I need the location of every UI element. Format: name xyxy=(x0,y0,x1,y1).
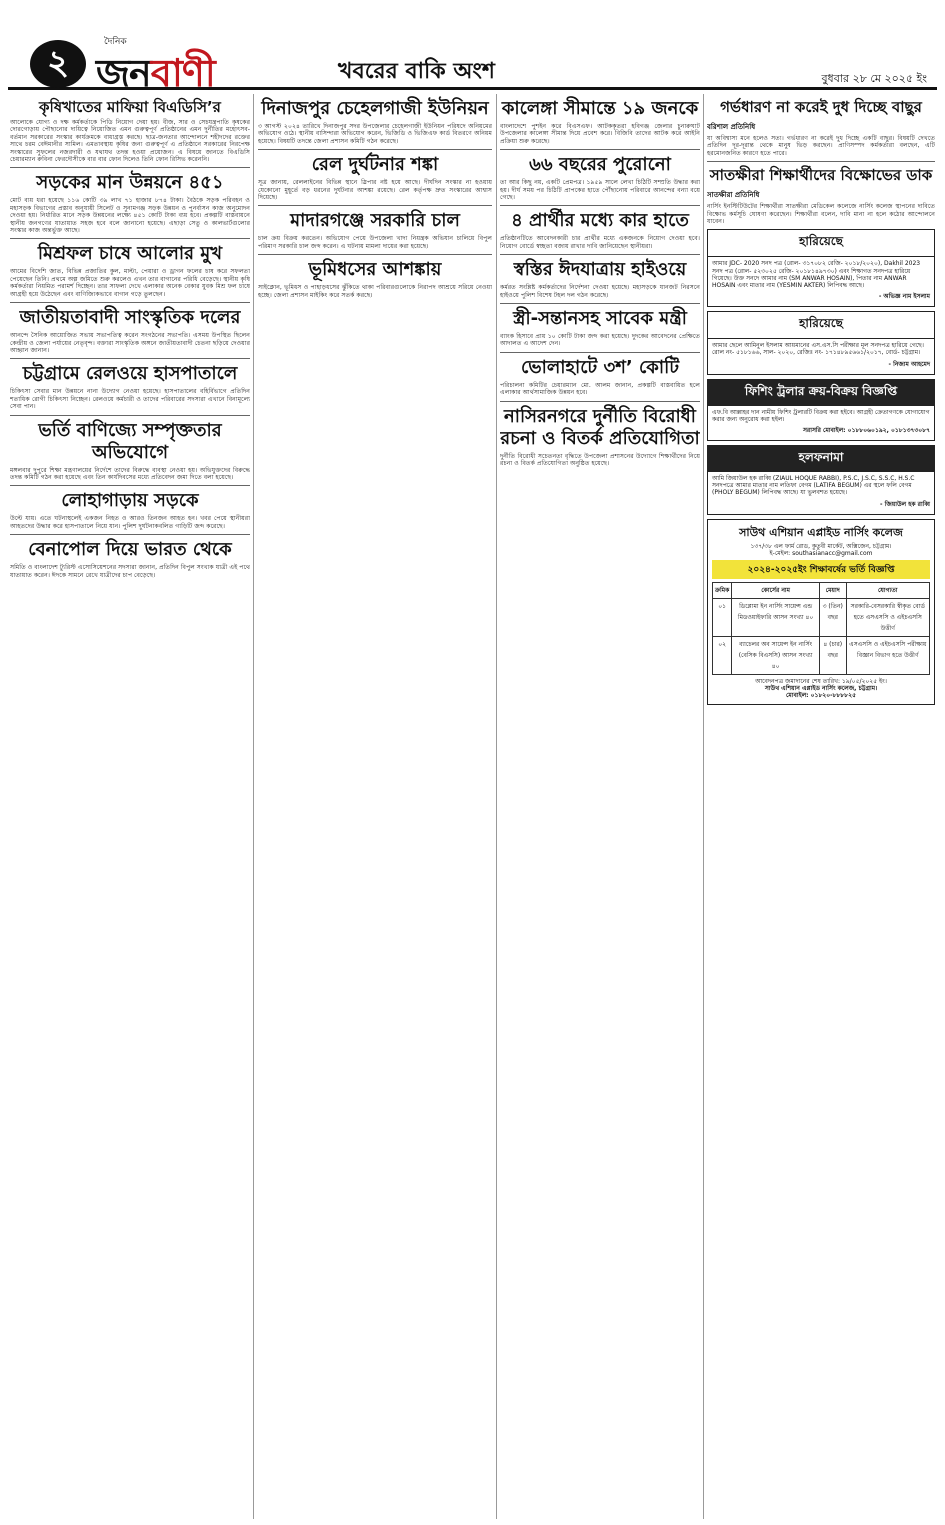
table-cell: ৪ (চার) বছর xyxy=(819,637,846,675)
column-4 xyxy=(707,94,935,705)
headline: কালেঙ্গা সীমান্তে ১৯ জনকে xyxy=(501,98,699,119)
table-row xyxy=(713,599,930,637)
college-name: সাউথ এশিয়ান এপ্লাইড নার্সিং কলেজ xyxy=(739,525,903,539)
article-body: দুর্নীতি বিরোধী সচেতনতা বৃদ্ধিতে উপজেলা প্রশাসনের উদ্যোগে শিক্ষার্থীদের নিয়ে রচনা ও বিতর্ক প্রতিযোগিতা অনুষ্ঠিত হয়েছে। xyxy=(500,452,700,468)
headline: সড়কের মান উন্নয়নে ৪৫১ xyxy=(10,167,250,197)
article-body: প্রতিষ্ঠানটিতে আবেদনকারী চার প্রার্থীর মধ্যে একজনকে নিয়োগ দেওয়া হবে। নিয়োগ বোর্ডে স্বচ্ছতা বজায় রাখার দাবি জানিয়েছেন স্থানীয়রা। xyxy=(500,235,700,250)
column-2 xyxy=(258,94,492,299)
article-body: ব্যাংক হিসাবে প্রায় ১০ কোটি টাকা জব্দ করা হয়েছে। দুদকের আবেদনের প্রেক্ষিতে আদালত এ আদেশ দেন। xyxy=(500,333,700,348)
table-cell: ব্যাচেলর অব সায়েন্স ইন নার্সিং (বেসিক বিএসসি) আসন সংখ্যা ৪০ xyxy=(732,637,820,675)
byline: সাতক্ষীরা প্রতিনিধি xyxy=(707,191,760,200)
course-table xyxy=(712,582,930,675)
notice-title: হলফনামা xyxy=(708,446,934,472)
table-cell: ৩ (তিন) বছর xyxy=(819,599,846,637)
notice-title: ফিশিং ট্রলার ক্রয়-বিক্রয় বিজ্ঞপ্তি xyxy=(708,380,934,406)
headline: ৬৬ বছরের পুরোনো xyxy=(500,149,700,179)
lost-notice xyxy=(707,229,935,307)
headline: বেনাপোল দিয়ে ভারত থেকে xyxy=(10,534,250,564)
headline: চট্টগ্রামে রেলওয়ে হাসপাতালে xyxy=(10,358,250,388)
headline: সাতক্ষীরা শিক্ষার্থীদের বিক্ষোভের ডাক xyxy=(707,161,935,187)
notice-title: হারিয়েছে xyxy=(708,230,934,257)
article-body: চাল ক্রয় বিক্রয় করতেন। অভিযোগ পেয়ে উপজেলা খাদ্য নিয়ন্ত্রক অভিযান চালিয়ে বিপুল পরিমাণ সরকারি চাল জব্দ করেন। এ ঘটনায় মামলা দায়ের করা হয়েছে। xyxy=(258,235,492,250)
table-head-cell: যোগ্যতা xyxy=(846,583,929,599)
table-header xyxy=(713,583,930,599)
table-cell: এসএসসি ও এইচএসসি পরীক্ষায় বিজ্ঞান বিভাগ হতে উত্তীর্ণ xyxy=(846,637,929,675)
notice-text: আমি জিয়াউল হক রাব্বি (ZIAUL HOQUE RABBI), P.S.C, J.S.C, S.S.C, H.S.C সনদপত্রে আমার মাতার নাম লতিফা বেগম (LATIFA BEGUM) এর স্থলে ফলি বেগম (PHOLY BEGUM) লিপিবদ্ধ আছে। যা ভুলবশত হয়েছে। xyxy=(712,475,915,497)
column-divider xyxy=(496,94,497,1519)
column-divider xyxy=(703,94,704,1519)
article-body: মঙ্গলবার দুপুরে শিক্ষা মন্ত্রণালয়ের নির্দেশে তাদের বিরুদ্ধে ব্যবস্থা নেওয়া হয়। অভিযুক্তদের বিরুদ্ধে তদন্ত কমিটি গঠন করা হয়েছে এবং তিন কার্যদিবসের মধ্যে প্রতিবেদন জমা দিতে বলা হয়েছে। xyxy=(10,466,250,481)
table-cell: ০১ xyxy=(713,599,732,637)
column-3 xyxy=(500,94,700,468)
notice-signature: - নিজাম আহমেদ xyxy=(888,360,930,368)
admission-notice: ২০২৪-২০২৫ইং শিক্ষাবর্ষের ভর্তি বিজ্ঞপ্তি xyxy=(712,560,930,579)
affidavit-notice xyxy=(707,445,935,515)
headline: দিনাজপুর চেহেলগাজী ইউনিয়ন xyxy=(261,98,489,119)
headline: মিশ্রফল চাষে আলোর মুখ xyxy=(10,238,250,268)
headline: মাদারগঞ্জে সরকারি চাল xyxy=(258,205,492,235)
headline: রেল দুর্ঘটনার শঙ্কা xyxy=(258,149,492,179)
article-body: কর্মরত সংশ্লিষ্ট কর্মকর্তাদের নির্দেশনা দেওয়া হয়েছে। মহাসড়কে যানজট নিরসনে হাইওয়ে পুলিশ বিশেষ টহল দল গঠন করেছে। xyxy=(500,284,700,299)
table-head-cell: মেয়াদ xyxy=(819,583,846,599)
article-body: তা আর কিছু নয়, একটি প্রেমপত্র। ১৯৫৯ সালে লেখা চিঠিটি সম্প্রতি উদ্ধার করা হয়। দীর্ঘ সময় পর চিঠিটি প্রাপকের হাতে পৌঁছানোয় পরিবারে আনন্দের বন্যা বয়ে গেছে। xyxy=(500,179,700,202)
headline: নাসিরনগরে দুর্নীতি বিরোধী রচনা ও বিতর্ক প্রতিযোগিতা xyxy=(500,401,700,453)
notice-signature: - অভিজ্ঞ নাম ইসলাম xyxy=(878,293,930,301)
headline: লোহাগাড়ায় সড়কে xyxy=(10,485,250,515)
notice-title: হারিয়েছে xyxy=(708,312,934,339)
article-body: বাংলাদেশে পুশইন করে বিএসএফ। আটককৃতরা হবিগঞ্জ জেলার চুনারুঘাট উপজেলার কালেঙ্গা সীমান্ত দিয়ে প্রবেশ করে। বিজিবি তাদের আটক করে আইনি প্রক্রিয়া শুরু করেছে। xyxy=(500,123,700,145)
table-head-cell: কোর্সের নাম xyxy=(732,583,820,599)
logo-red: বাণী xyxy=(150,50,215,95)
college-footer: আবেদনপত্র জমাদানের শেষ তারিখ: ১৯/০৫/২০২৫ ইং। xyxy=(755,678,887,686)
college-address: ১৩৭/৩৮ এল ফার্ম রোড, কুতুবী মার্কেট, অক্সিজেন, চট্টগ্রাম। xyxy=(750,542,892,550)
table-cell: ডিপ্লোমা ইন নার্সিং সায়েন্স এন্ড মিডওয়াইফারি আসন সংখ্যা ৪০ xyxy=(732,599,820,637)
headline: ভোলাহাটে ৩শ’ কোটি xyxy=(500,352,700,382)
headline: স্ত্রী-সন্তানসহ সাবেক মন্ত্রী xyxy=(500,303,700,333)
table-cell: ০২ xyxy=(713,637,732,675)
notice-contact: সরাসরি মোবাইল: ০১৮৮০৬০১৯২, ০১৮১৩৭৩০৮৭ xyxy=(802,427,930,435)
article-body: যা অবিশ্বাস্য মনে হলেও সত্য। গর্ভধারণ না করেই দুধ দিচ্ছে একটি বাছুর। বিষয়টি দেখতে প্রতিদিন দূর-দূরান্ত থেকে মানুষ ভিড় করছেন। প্রাণিসম্পদ কর্মকর্তারা বলছেন, এটি হরমোনজনিত কারণে হতে পারে। xyxy=(707,135,935,157)
table-head-cell: ক্রমিক xyxy=(713,583,732,599)
college-phone: মোবাইল: ০১৮২০-৮৮৮৮২৫ xyxy=(785,692,856,700)
byline: বরিশাল প্রতিনিধি xyxy=(707,123,756,131)
article-body: সাইক্লোন, ভূমিধস ও পাহাড়ধসের ঝুঁকিতে থাকা পরিবারগুলোকে নিরাপদ আশ্রয়ে সরিয়ে নেওয়া হচ্ছে। জেলা প্রশাসন মাইকিং করে সতর্ক করছে। xyxy=(258,284,492,299)
logo-small: দৈনিক xyxy=(104,37,127,47)
notice-signature: - জিয়াউল হক রাব্বি xyxy=(880,500,930,508)
notice-text: এফ.বি আল্লাহর দান নামীয় ফিশিং ট্রলারটি বিক্রয় করা হইবে। আগ্রহী ক্রেতাগণকে যোগাযোগ করার জন্য অনুরোধ করা হইল। xyxy=(712,408,930,423)
date-line: বুধবার ২৮ মে ২০২৫ ইং xyxy=(821,72,927,85)
column-divider xyxy=(253,94,254,1519)
headline: ৪ প্রার্থীর মধ্যে কার হাতে xyxy=(500,205,700,235)
article-body: পরিচালনা কমিটির চেয়ারম্যান মো. আলম জানান, প্রকল্পটি বাস্তবায়িত হলে এলাকার আর্থসামাজিক উন্নয়ন হবে। xyxy=(500,381,700,397)
section-title: খবরের বাকি অংশ xyxy=(338,59,495,84)
lost-notice xyxy=(707,311,935,374)
headline: জাতীয়তাবাদী সাংস্কৃতিক দলের xyxy=(10,302,250,332)
college-ad xyxy=(707,519,935,705)
masthead xyxy=(8,8,937,95)
article-body: আলোকে যোগ্য ও দক্ষ কর্মকর্তাকে পিডি নিয়োগ দেয়া হয়। বীজ, সার ও সেচযন্ত্রপাতি কৃষকের দোরগোড়ায় পৌছানোর দায়িত্বে নিয়োজিত এমন গুরুত্বপূর্ণ প্রতিষ্ঠানের এমন দুর্নীতির মহোৎসব-বর্তমান সরকারের সংস্কার কার্যক্রমকে বাধাগ্রস্ত করছে। ছাত্র-জনতার আন্দোলনে শহীদদের রক্তের সাথে চরম বেঈমানীর সামিল। এমতাবস্থায় কৃষির জন্য গুরুত্বপূর্ণ এ প্রতিষ্ঠানে সরকারের নিরপেক্ষ সংস্কারের সুফলের নজরদারী ও যথাযথ তদন্ত হওয়া প্রয়োজন। এ বিষয়ে জানতে বিএডিসি চেয়ারম্যান রুবিনা ফেরদৌসীকে বার বার ফোন দিলেও তিনি ফোন রিসিভ করেননি। xyxy=(10,119,250,164)
headline: কৃষিখাতের মাফিয়া বিএডিসি’র xyxy=(39,98,221,116)
table-row xyxy=(713,637,930,675)
headline: ভর্তি বাণিজ্যে সম্পৃক্ততার অভিযোগে xyxy=(10,415,250,467)
table-cell: সরকারি-বেসরকারি স্বীকৃত বোর্ড হতে এসএসসি ও এইচএসসি উত্তীর্ণ xyxy=(846,599,929,637)
headline: স্বস্তির ঈদযাত্রায় হাইওয়ে xyxy=(500,254,700,284)
article-body: ৩ আগস্ট ২০২৪ তারিখে দিনাজপুর সদর উপজেলার চেহেলগাজী ইউনিয়ন পরিষদে অনিয়মের অভিযোগ ওঠে। স্থানীয় বাসিন্দারা অভিযোগ করেন, ভিজিডি ও ভিজিএফ কার্ড বিতরণে অনিয়ম হয়েছে। বিষয়টি তদন্তে জেলা প্রশাসন কমিটি গঠন করেছে। xyxy=(258,123,492,145)
article-body: আনন্দে সৈনিক আয়োজিত সভায় সভাপতিত্ব করেন সংগঠনের সভাপতি। এসময় উপস্থিত ছিলেন কেন্দ্রীয় ও জেলা পর্যায়ের নেতৃবৃন্দ। বক্তারা সাংস্কৃতিক অঙ্গনে জাতীয়তাবাদী চেতনা ছড়িয়ে দেওয়ার আহ্বান জানান। xyxy=(10,332,250,354)
article-body: চিকিৎসা সেবার মান উন্নয়নে নানা উদ্যোগ নেওয়া হয়েছে। হাসপাতালের বহির্বিভাগে প্রতিদিন শতাধিক রোগী চিকিৎসা নিচ্ছেন। রেলওয়ে কর্মচারী ও তাদের পরিবারের সদস্যরা এখানে বিনামূল্যে সেবা পান। xyxy=(10,388,250,411)
article-body: সমিতি ও বাংলাদেশ ট্যুরিস্ট এসোসিয়েশনের সদস্যরা জানান, প্রতিদিন বিপুল সংখ্যক যাত্রী এই পথে যাতায়াত করেন। ঈদকে সামনে রেখে যাত্রীদের চাপ বেড়েছে। xyxy=(10,564,250,579)
notice-text: আমার JDC- 2020 সনদ পত্র (রোল- ৩১৭০৮২ রেজি- ২০১৮/২০২০), Dakhil 2023 সনদ পত্র (রোল- ৫২৩০২৫ রেজি- ২০১৮১৪৯৭৩০) এবং শিক্ষাগত সনদপত্র হারিয়ে গিয়েছে। উক্ত সনদে আমার নাম (SM ANWAR HOSAIN), পিতার নাম ANWAR HOSAIN এবং মাতার নাম (YESMIN AKTER) লিপিবদ্ধ আছে। xyxy=(712,260,921,290)
article-body: নার্সিং ইনস্টিটিউটের শিক্ষার্থীরা সাতক্ষীরা মেডিকেল কলেজে নার্সিং কলেজ স্থাপনের দাবিতে বিক্ষোভ কর্মসূচি ঘোষণা করেছেন। শিক্ষার্থীরা বলেন, দাবি মানা না হলে কঠোর আন্দোলনে যাবেন। xyxy=(707,203,935,226)
headline: গর্ভধারণ না করেই দুধ দিচ্ছে বাছুর xyxy=(720,98,922,116)
logo-black: জন xyxy=(96,50,151,95)
article-body: মোট ব্যয় ধরা হয়েছে ১১৬ কোটি ৩৯ লাখ ৭১ হাজার ৮৭৪ টাকা। বৈঠকে সড়ক পরিবহন ও মহাসড়ক বিভাগের প্রস্তাব অনুযায়ী সিলেট ও সুনামগঞ্জ সড়ক উন্নয়ন ও পুনর্বাসন কাজ অনুমোদন দেওয়া হয়। নির্ধারিত মানে সড়ক উন্নয়নের লক্ষ্যে ৪৫১ কোটি টাকা ব্যয় হবে। প্রকল্পটি বাস্তবায়নে স্থানীয় জনগণের যাতায়াত সহজ হবে বলে জানানো হয়েছে। এছাড়া সেতু ও কালভার্টগুলোর সংস্কার কাজ অন্তর্ভুক্ত আছে। xyxy=(10,197,250,235)
column-1 xyxy=(10,94,250,579)
article-body: আমের বিদেশি জাত, বিভিন্ন প্রজাতির কুল, মাল্টা, পেয়ারা ও ড্রাগন ফলের চাষ করে সফলতা পেয়েছেন তিনি। প্রথমে অল্প জমিতে শুরু করলেও এখন তার বাগানের পরিধি বেড়েছে। স্থানীয় কৃষি কর্মকর্তারা নিয়মিত পরামর্শ দিচ্ছেন। তার সাফল্য দেখে এলাকার অনেক বেকার যুবক মিশ্র ফল চাষে আগ্রহী হয়ে উঠেছেন এবং বাণিজ্যিকভাবে বাগান গড়ে তুলছেন। xyxy=(10,268,250,298)
college-footer-name: সাউথ এশিয়ান এপ্লাইড নার্সিং কলেজ, চট্টগ্রাম। xyxy=(764,685,878,693)
article-body: উল্টে যায়। এতে ঘটনাস্থলেই একজন নিহত ও আরও তিনজন আহত হন। খবর পেয়ে স্থানীয়রা আহতদের উদ্ধার করে হাসপাতালে নিয়ে যান। পুলিশ দুর্ঘটনাকবলিত গাড়িটি জব্দ করেছে। xyxy=(10,515,250,530)
page-number: ২ xyxy=(30,40,86,88)
trawler-notice xyxy=(707,379,935,441)
headline: ভূমিধসের আশঙ্কায় xyxy=(258,254,492,284)
notice-text: আমার ছেলে আমিনুল ইসলাম আয়মানের এস.এস.সি পরীক্ষার মূল সনদপত্র হারিয়ে গেছে। রোল নং- ৫১৮১৬৬, সাল- ২০২০, রেজিঃ নং- ১৭১৪৮৯৫৬৬১/২০১৭, বোর্ড- চট্টগ্রাম। xyxy=(712,342,924,357)
college-email: ই-মেইল: southasianacc@gmail.com xyxy=(769,549,873,557)
article-body: সূত্র জানায়, রেললাইনের বিভিন্ন স্থানে স্লিপার নষ্ট হয়ে আছে। দীর্ঘদিন সংস্কার না হওয়ায় যেকোনো মুহূর্তে বড় ধরনের দুর্ঘটনার আশঙ্কা রয়েছে। রেল কর্তৃপক্ষ দ্রুত সংস্কারের আশ্বাস দিয়েছে। xyxy=(258,179,492,202)
